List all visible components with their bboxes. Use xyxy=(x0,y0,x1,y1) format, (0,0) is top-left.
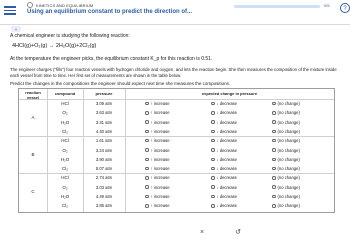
radio-icon[interactable] xyxy=(211,130,215,134)
radio-icon[interactable] xyxy=(272,139,276,143)
reaction-equation: 4HCl(g)+O₂(g) → 2H₂O(g)+2Cl₂(g) xyxy=(12,43,97,49)
radio-icon[interactable] xyxy=(145,185,149,189)
option-increase[interactable] xyxy=(145,101,170,106)
radio-icon[interactable] xyxy=(272,195,276,199)
compound-cell: O₂ xyxy=(62,147,68,153)
compound-cell: O₂ xyxy=(62,184,68,190)
radio-icon[interactable] xyxy=(211,148,215,152)
radio-icon[interactable] xyxy=(145,167,149,171)
radio-icon[interactable] xyxy=(145,111,149,115)
radio-icon[interactable] xyxy=(211,102,215,106)
option-increase[interactable] xyxy=(145,129,170,134)
pressure-cell: 3.90 atm xyxy=(95,156,113,162)
undo-button[interactable]: ↺ xyxy=(235,229,241,236)
radio-icon[interactable] xyxy=(272,102,276,106)
compound-cell: O₂ xyxy=(62,110,68,116)
radio-icon[interactable] xyxy=(272,120,276,124)
radio-icon[interactable] xyxy=(145,195,149,199)
compound-cell: Cl₂ xyxy=(62,128,68,134)
header-vessel: reaction vessel xyxy=(25,90,41,100)
radio-icon[interactable] xyxy=(272,176,276,180)
radio-icon[interactable] xyxy=(211,176,215,180)
option-decrease[interactable] xyxy=(211,185,237,190)
pressure-cell: 3.03 atm xyxy=(95,184,113,190)
option-decrease[interactable] xyxy=(211,166,237,171)
table-group-divider xyxy=(19,173,334,174)
equilibrium-constant-line: At the temperature the engineer picks, the equilibrium constant K_p for this reaction is 0.51. xyxy=(10,56,213,62)
radio-icon[interactable] xyxy=(145,102,149,106)
option-label: (no change) xyxy=(277,175,300,181)
option-label: ↓ decrease xyxy=(216,128,237,134)
option-no-change[interactable] xyxy=(272,129,300,134)
radio-icon[interactable] xyxy=(211,120,215,124)
radio-icon[interactable] xyxy=(272,111,276,115)
option-label: (no change) xyxy=(277,138,300,144)
help-icon[interactable]: ? xyxy=(340,3,350,13)
pressure-cell: 5.07 atm xyxy=(95,166,113,172)
option-increase[interactable] xyxy=(145,175,170,180)
radio-icon[interactable] xyxy=(145,130,149,134)
option-increase[interactable] xyxy=(145,148,170,153)
option-decrease[interactable] xyxy=(211,120,237,125)
option-decrease[interactable] xyxy=(211,110,237,115)
prediction-prompt: Predict the changes in the compositions the engineer should expect next time she measures the compositions. xyxy=(10,81,231,86)
option-label: (no change) xyxy=(277,128,300,134)
option-no-change[interactable] xyxy=(272,166,300,171)
option-label: ↑ increase xyxy=(150,128,170,134)
option-increase[interactable] xyxy=(145,185,170,190)
option-label: (no change) xyxy=(277,184,300,190)
option-label: ↓ decrease xyxy=(216,184,237,190)
option-decrease[interactable] xyxy=(211,129,237,134)
pressure-cell: 3.85 atm xyxy=(95,203,113,209)
progress-text: 0/5 xyxy=(324,3,330,8)
compound-cell: H₂O xyxy=(60,119,70,125)
table-group-divider xyxy=(19,99,334,100)
header-compound: compound xyxy=(54,91,76,96)
option-label: ↑ increase xyxy=(150,184,170,190)
radio-icon[interactable] xyxy=(145,176,149,180)
radio-icon[interactable] xyxy=(272,148,276,152)
option-increase[interactable] xyxy=(145,203,170,208)
radio-icon[interactable] xyxy=(145,158,149,162)
compound-cell: H₂O xyxy=(60,194,70,199)
option-label: ↓ decrease xyxy=(216,147,237,153)
compound-cell: H₂O xyxy=(60,156,70,162)
option-label: ↑ increase xyxy=(150,166,170,172)
vessel-label: B xyxy=(31,152,35,158)
option-no-change[interactable] xyxy=(272,120,300,125)
composition-table xyxy=(18,88,335,213)
option-label: ↑ increase xyxy=(150,175,170,181)
option-decrease[interactable] xyxy=(211,148,237,153)
option-label: ↓ decrease xyxy=(216,175,237,181)
option-label: (no change) xyxy=(277,156,300,162)
option-increase[interactable] xyxy=(145,157,170,162)
option-no-change[interactable] xyxy=(272,101,300,106)
option-label: ↑ increase xyxy=(150,138,170,144)
pressure-cell: 3.31 atm xyxy=(95,119,113,125)
radio-icon[interactable] xyxy=(211,139,215,143)
option-decrease[interactable] xyxy=(211,194,237,199)
pressure-cell: 2.74 atm xyxy=(95,175,113,181)
radio-icon[interactable] xyxy=(211,167,215,171)
option-increase[interactable] xyxy=(145,166,170,171)
option-label: ↑ increase xyxy=(150,156,170,162)
option-label: ↓ decrease xyxy=(216,138,237,144)
option-no-change[interactable] xyxy=(272,110,300,115)
radio-icon[interactable] xyxy=(272,167,276,171)
top-bar xyxy=(0,0,350,25)
vessel-label: C xyxy=(31,189,35,195)
radio-icon[interactable] xyxy=(211,111,215,115)
status-circle-icon xyxy=(27,2,33,8)
option-no-change[interactable] xyxy=(272,138,300,143)
option-no-change[interactable] xyxy=(272,157,300,162)
vessel-label: A xyxy=(31,114,35,120)
menu-icon[interactable] xyxy=(4,4,16,16)
radio-icon[interactable] xyxy=(145,139,149,143)
pressure-cell: 3.24 atm xyxy=(95,147,113,153)
compound-cell: HCl xyxy=(61,138,69,144)
pressure-cell: 4.49 atm xyxy=(95,194,113,199)
option-label: ↑ increase xyxy=(150,119,170,125)
option-label: ↑ increase xyxy=(150,101,170,106)
option-increase[interactable] xyxy=(145,120,170,125)
radio-icon[interactable] xyxy=(145,120,149,124)
option-label: (no change) xyxy=(277,101,300,106)
action-bar xyxy=(189,228,251,238)
radio-icon[interactable] xyxy=(272,130,276,134)
radio-icon[interactable] xyxy=(211,158,215,162)
radio-icon[interactable] xyxy=(211,185,215,189)
problem-paragraph: The engineer charges ("fills") four reaction vessels with hydrogen chloride and oxygen, and lets the reaction begin. She then measures the composition of the mixture inside each vessel from time to time. Her first set of measurements are shown in the table below. xyxy=(10,67,337,78)
radio-icon[interactable] xyxy=(211,204,215,208)
option-label: (no change) xyxy=(277,119,300,125)
pressure-cell: 3.63 atm xyxy=(95,110,113,116)
option-label: (no change) xyxy=(277,194,300,199)
radio-icon[interactable] xyxy=(272,204,276,208)
option-label: (no change) xyxy=(277,110,300,116)
radio-icon[interactable] xyxy=(272,185,276,189)
option-label: ↓ decrease xyxy=(216,166,237,172)
page-title: Using an equilibrium constant to predict the direction of... xyxy=(27,9,193,15)
pressure-cell: 3.09 atm xyxy=(95,101,113,106)
option-label: ↑ increase xyxy=(150,110,170,116)
option-label: ↓ decrease xyxy=(216,119,237,125)
radio-icon[interactable] xyxy=(145,204,149,208)
clear-button[interactable]: × xyxy=(199,229,205,236)
option-no-change[interactable] xyxy=(272,148,300,153)
problem-intro: A chemical engineer is studying the following reaction: xyxy=(10,33,130,39)
option-increase[interactable] xyxy=(145,194,170,199)
option-decrease[interactable] xyxy=(211,101,237,106)
option-no-change[interactable] xyxy=(272,194,300,199)
compound-cell: Cl₂ xyxy=(62,203,68,209)
radio-icon[interactable] xyxy=(145,148,149,152)
pressure-cell: 1.61 atm xyxy=(95,138,113,144)
option-label: ↑ increase xyxy=(150,194,170,199)
table-column-divider xyxy=(125,89,126,212)
option-label: ↑ increase xyxy=(150,147,170,153)
option-increase[interactable] xyxy=(145,110,170,115)
option-label: ↓ decrease xyxy=(216,194,237,199)
option-no-change[interactable] xyxy=(272,203,300,208)
header-expected: expected change in pressure xyxy=(201,91,258,96)
progress-bar xyxy=(234,5,320,8)
option-no-change[interactable] xyxy=(272,175,300,180)
option-decrease[interactable] xyxy=(211,138,237,143)
table-group-divider xyxy=(19,136,334,137)
radio-icon[interactable] xyxy=(211,195,215,199)
option-no-change[interactable] xyxy=(272,185,300,190)
option-decrease[interactable] xyxy=(211,157,237,162)
option-label: (no change) xyxy=(277,166,300,172)
radio-icon[interactable] xyxy=(272,158,276,162)
option-label: (no change) xyxy=(277,203,300,209)
option-decrease[interactable] xyxy=(211,175,237,180)
option-label: ↓ decrease xyxy=(216,203,237,209)
collapse-chevron-icon[interactable]: ⌄ xyxy=(11,26,21,32)
option-label: ↓ decrease xyxy=(216,110,237,116)
compound-cell: HCl xyxy=(61,175,69,181)
option-increase[interactable] xyxy=(145,138,170,143)
option-decrease[interactable] xyxy=(211,203,237,208)
header-pressure: pressure xyxy=(95,91,113,96)
option-label: ↓ decrease xyxy=(216,156,237,162)
option-label: ↑ increase xyxy=(150,203,170,209)
compound-cell: Cl₂ xyxy=(62,166,68,172)
option-label: ↓ decrease xyxy=(216,101,237,106)
option-label: (no change) xyxy=(277,147,300,153)
compound-cell: HCl xyxy=(61,101,69,106)
pressure-cell: 4.40 atm xyxy=(95,128,113,134)
section-label: KINETICS AND EQUILIBRIUM xyxy=(27,2,93,8)
